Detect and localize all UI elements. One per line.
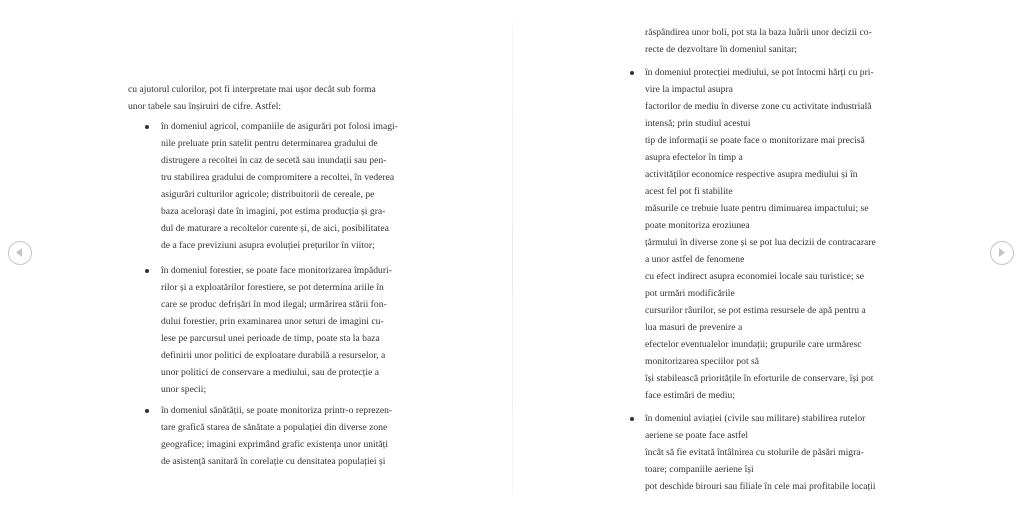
list-item-line: lua masuri de prevenire a — [645, 322, 743, 333]
list-item-line: lese pe parcursul unei perioade de timp, poate sta la baza — [161, 333, 380, 344]
list-item-line: în domeniul agricol, companiile de asigurări pot folosi imagi- — [161, 121, 398, 132]
list-item-line: asupra efectelor în timp a — [645, 152, 743, 163]
list-item-line: în domeniul protecției mediului, se pot întocmi hărți cu pri- — [645, 67, 874, 78]
list-item-line: efectelor eventualelor inundații; grupurile care urmăresc — [645, 339, 862, 350]
bullet-marker — [630, 71, 634, 75]
list-item-line: măsurile ce trebuie luate pentru diminuarea impactului; se — [645, 203, 869, 214]
list-item-line: poate monitoriza eroziunea — [645, 220, 750, 231]
list-item-line: tru stabilirea gradului de compromitere a recoltei, în vederea — [161, 172, 395, 183]
list-item-line: face estimări de mediu; — [645, 390, 735, 401]
list-item-line: dului forestier, prin examinarea unor seturi de imagini cu- — [161, 316, 384, 327]
list-item-line: toare; companiile aeriene își — [645, 464, 754, 475]
list-item-line: încât să fie evitată întâlnirea cu stolurile de păsări migra- — [645, 447, 864, 458]
list-item-line: cu efect indirect asupra economiei locale sau turistice; se — [645, 271, 865, 282]
list-item-line: unor specii; — [161, 384, 207, 395]
paragraph-line: unor tabele sau înșiruiri de cifre. Astfel: — [128, 101, 282, 112]
list-item-line: rilor și a exploatărilor forestiere, se pot determina ariile în — [161, 282, 384, 293]
right-page — [514, 0, 1024, 508]
list-item-line: intensă; prin studiul acestui — [645, 118, 751, 129]
bullet-marker — [145, 269, 149, 273]
list-item-line: monitorizarea speciilor pot să — [645, 356, 760, 367]
list-item-line: distrugere a recoltei în caz de secetă sau inundații sau pen- — [161, 155, 387, 166]
next-page-button[interactable] — [990, 241, 1014, 265]
list-item-line: a unor astfel de fenomene — [645, 254, 745, 265]
paragraph-line: răspândirea unor boli, pot sta la baza luării unor decizii co- — [645, 27, 872, 38]
list-item-line: aeriene se poate face astfel — [645, 430, 749, 441]
list-item-line: baza acelorași date în imagini, pot estima producția și gra- — [161, 206, 386, 217]
list-item-line: tip de informații se poate face o monitorizare mai precisă — [645, 135, 865, 146]
list-item-line: vire la impactul asupra — [645, 84, 733, 95]
list-item-line: factorilor de mediu în diverse zone cu activitate industrială — [645, 101, 872, 112]
page-gutter — [512, 22, 513, 496]
list-item-line: își stabilească prioritățile în eforturile de conservare, își pot — [645, 373, 874, 384]
previous-page-button[interactable] — [8, 241, 32, 265]
paragraph-line: recte de dezvoltare în domeniul sanitar; — [645, 44, 797, 55]
list-item-line: cursurilor râurilor, se pot estima resursele de apă pentru a — [645, 305, 866, 316]
chevron-right-icon — [991, 242, 1012, 263]
list-item-line: de asistență sanitară în corelație cu densitatea populației și — [161, 456, 386, 467]
list-item-line: tare grafică starea de sănătate a populației din diverse zone — [161, 422, 388, 433]
list-item-line: în domeniul forestier, se poate face monitorizarea împăduri- — [161, 265, 392, 276]
list-item-line: pot deschide birouri sau filiale în cele mai profitabile locații — [645, 481, 876, 492]
list-item-line: pot urmări modificările — [645, 288, 735, 299]
list-item-line: în domeniul sănătății, se poate monitoriza printr-o reprezen- — [161, 405, 393, 416]
list-item-line: geografice; imagini exprimând grafic existența unor unități — [161, 439, 389, 450]
list-item-line: nile preluate prin satelit pentru determinarea gradului de — [161, 138, 378, 149]
list-item-line: țărmului în diverse zone și se pot lua decizii de contracarare — [645, 237, 876, 248]
chevron-left-icon — [9, 242, 30, 263]
paragraph-line: cu ajutorul culorilor, pot fi interpretate mai ușor decât sub forma — [128, 84, 376, 95]
list-item-line: care se produc defrișări în mod ilegal; urmărirea stării fon- — [161, 299, 387, 310]
list-item-line: de a face previziuni asupra evoluției prețurilor în viitor; — [161, 240, 375, 251]
list-item-line: activităților economice respective asupra mediului și în — [645, 169, 858, 180]
list-item-line: unor politici de conservare a mediului, sau de protecție a — [161, 367, 379, 378]
list-item-line: definirii unor politici de exploatare durabilă a resurselor, a — [161, 350, 386, 361]
bullet-marker — [145, 125, 149, 129]
list-item-line: în domeniul aviației (civile sau militare) stabilirea rutelor — [645, 413, 866, 424]
list-item-line: dul de maturare a recoltelor curente și, de aici, posibilitatea — [161, 223, 389, 234]
list-item-line: asigurări culturilor agricole; distribuitorii de cereale, pe — [161, 189, 375, 200]
bullet-marker — [630, 417, 634, 421]
bullet-marker — [145, 409, 149, 413]
list-item-line: acest fel pot fi stabilite — [645, 186, 733, 197]
